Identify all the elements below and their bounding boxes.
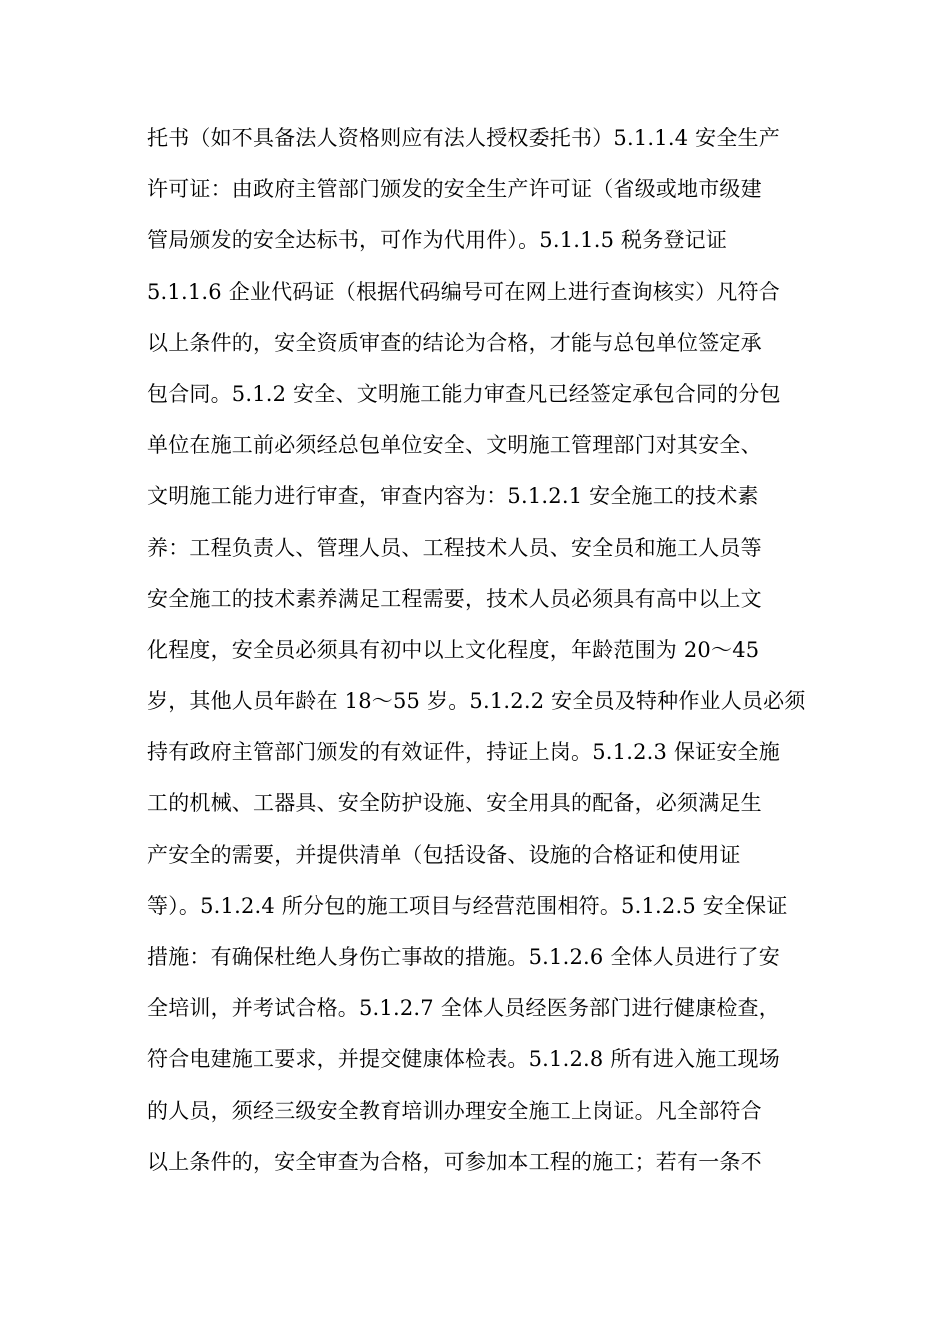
text-line: 养：工程负责人、管理人员、工程技术人员、安全员和施工人员等 [147,535,762,560]
text-line: 工的机械、工器具、安全防护设施、安全用具的配备，必须满足生 [147,791,762,816]
text-line: 的人员，须经三级安全教育培训办理安全施工上岗证。凡全部符合 [147,1098,762,1123]
text-line: 等）。5.1.2.4 所分包的施工项目与经营范围相符。5.1.2.5 安全保证 [147,893,788,918]
text-line: 5.1.1.6 企业代码证（根据代码编号可在网上进行查询核实）凡符合 [147,279,780,304]
text-line: 符合电建施工要求，并提交健康体检表。5.1.2.8 所有进入施工现场 [147,1047,780,1072]
text-line: 化程度，安全员必须具有初中以上文化程度，年龄范围为 20～45 [147,637,760,662]
text-line: 文明施工能力进行审查，审查内容为：5.1.2.1 安全施工的技术素 [147,484,759,509]
body-text [147,118,817,1193]
text-line: 托书（如不具备法人资格则应有法人授权委托书）5.1.1.4 安全生产 [147,126,780,150]
text-line: 以上条件的，安全审查为合格，可参加本工程的施工；若有一条不 [147,1149,762,1174]
text-line: 岁，其他人员年龄在 18～55 岁。5.1.2.2 安全员及特种作业人员必须 [147,689,806,714]
text-line: 全培训，并考试合格。5.1.2.7 全体人员经医务部门进行健康检查， [147,996,780,1021]
text-line: 单位在施工前必须经总包单位安全、文明施工管理部门对其安全、 [147,433,762,458]
text-line: 包合同。5.1.2 安全、文明施工能力审查凡已经签定承包合同的分包 [147,381,781,406]
text-line: 管局颁发的安全达标书，可作为代用件）。5.1.1.5 税务登记证 [147,228,728,253]
text-line: 产安全的需要，并提供清单（包括设备、设施的合格证和使用证 [147,842,741,867]
text-line: 措施：有确保杜绝人身伤亡事故的措施。5.1.2.6 全体人员进行了安 [147,945,780,969]
text-line: 以上条件的，安全资质审查的结论为合格，才能与总包单位签定承 [147,330,762,355]
text-line: 持有政府主管部门颁发的有效证件，持证上岗。5.1.2.3 保证安全施 [147,740,780,765]
text-line: 许可证：由政府主管部门颁发的安全生产许可证（省级或地市级建 [147,177,762,202]
text-line: 安全施工的技术素养满足工程需要，技术人员必须具有高中以上文 [147,586,762,611]
